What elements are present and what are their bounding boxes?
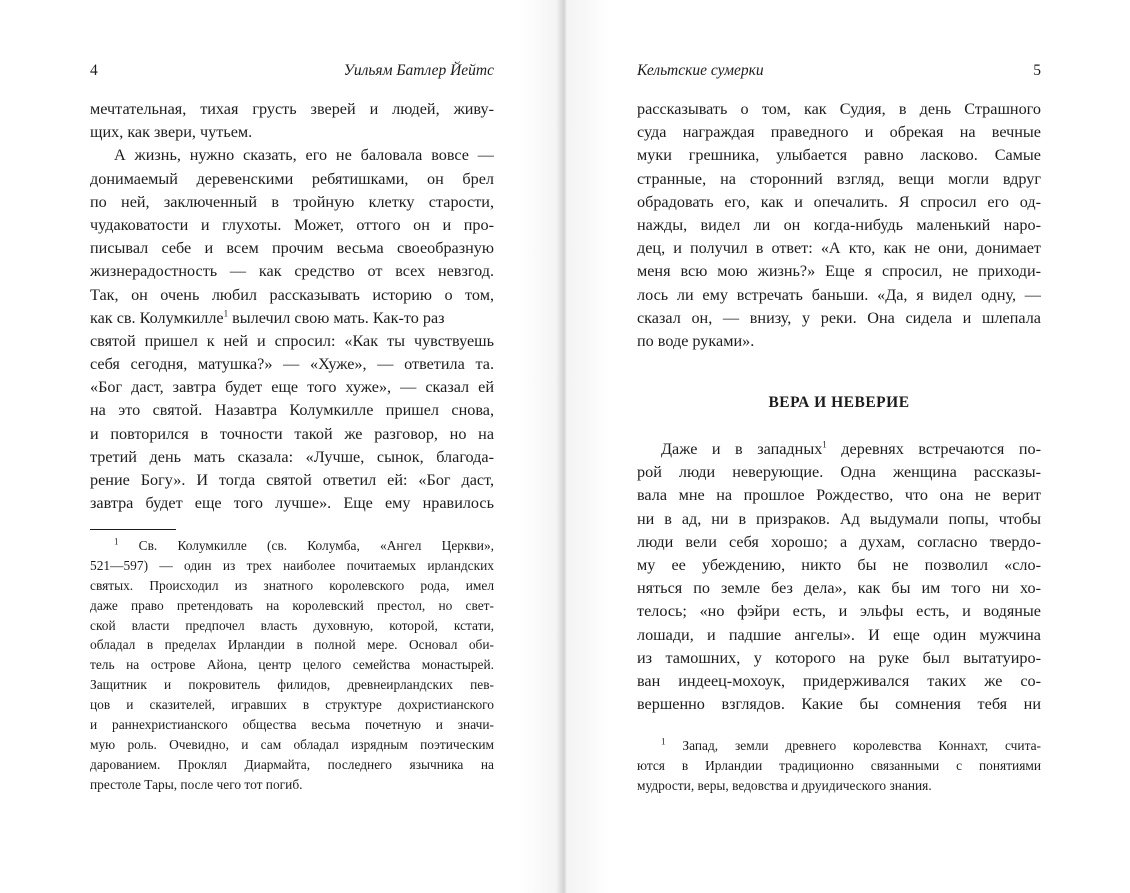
footnote-line: престоле Тары, после чего тот погиб.	[90, 776, 303, 792]
text-line: рение Богу». И тогда святой ответил ей: «Бог даст,	[90, 471, 494, 489]
footnote-text: Св. Колумкилле (св. Колумба, «Ангел Церкви»,	[138, 538, 494, 553]
footnote-line: ской власти предпочел власть духовную, которой, кстати,	[90, 617, 494, 633]
text-line: святой пришел к ней и спросил: «Как ты чувствуешь	[90, 331, 494, 350]
text-line: на это святой. Назавтра Колумкилле пришел снова,	[90, 401, 494, 420]
text-line: дец, и получил в ответ: «А кто, как не они, донимает	[637, 239, 1041, 258]
footnote-text: Запад, земли древнего королевства Коннахт, счита-	[682, 738, 1041, 753]
text-line: третий день мать сказала: «Лучше, сынок, благода-	[90, 447, 494, 466]
right-running-header: Кельтские сумерки	[637, 62, 764, 79]
left-body-text	[90, 98, 494, 515]
text-line: жизнерадостность — как средство от всех невзгод.	[90, 262, 494, 281]
text-line: лошади, и падшие ангелы». И еще один мужчина	[637, 625, 1041, 644]
text-line: «Бог даст, завтра будет еще того хуже», — сказал ей	[90, 378, 494, 397]
text-line: меня всю мою жизнь?» Еще я спросил, не приходи-	[637, 262, 1041, 281]
text-line: нажды, видел ли он когда-нибудь маленький наро-	[637, 215, 1041, 234]
footnote-line: ются в Ирландии традиционно связанными с понятиями	[637, 757, 1041, 773]
footnote-line: мую роль. Очевидно, и сам обладал изрядным поэтическим	[90, 736, 494, 752]
text-line: по воде руками».	[637, 331, 755, 350]
text-line: обрадовать его, как и опечалить. Я спросил его од-	[637, 192, 1041, 211]
text-line: завтра будет еще того лучше». Еще ему нравилось	[90, 494, 494, 513]
text-line: люди вели себя хорошо; а духам, согласно твердо-	[637, 532, 1041, 551]
text-line-with-footnote	[637, 438, 1041, 461]
section-body-text	[637, 438, 1041, 716]
text-line: ван индеец-мохоук, придерживался таких же со-	[637, 671, 1041, 690]
left-running-header: Уильям Батлер Йейтс	[343, 62, 494, 79]
footnote-line: Защитник и покровитель филидов, древнеирландских пев-	[90, 677, 494, 693]
text-line: донимаемый деревенскими ребятишками, он брел	[90, 169, 494, 188]
footnote-line	[90, 536, 494, 556]
text-line: мечтательная, тихая грусть зверей и людей, живу-	[90, 100, 494, 118]
footnote-line: святых. Происходил из знатного королевского рода, имел	[90, 577, 494, 593]
text-line: щих, как звери, чутьем.	[90, 123, 253, 142]
text-line: телось; «но фэйри есть, и эльфы есть, и водяные	[637, 602, 1041, 621]
footnote-ref: 1	[822, 439, 827, 450]
footnote-line: цов и сказителей, игравших в структуре дохристианского	[90, 697, 494, 713]
footnote-line: дарованием. Проклял Диармайта, последнего язычника на	[90, 756, 494, 772]
text-line: и повторился в точности такой же разговор, но на	[90, 424, 494, 443]
right-page-number: 5	[1033, 62, 1041, 79]
footnote-line: мудрости, веры, ведовства и друидического знания.	[637, 777, 932, 793]
text-line: лось ли ему встречать баньши. «Да, я видел одну, —	[637, 285, 1041, 304]
text-line: себя сегодня, матушка?» — «Хуже», — ответила та.	[90, 355, 494, 374]
footnote-rule	[90, 529, 176, 530]
left-footnote	[90, 536, 494, 795]
right-page	[565, 0, 1130, 893]
text-line: вершенно взглядов. Какие бы сомнения тебя ни	[637, 695, 1041, 714]
right-footnote	[637, 736, 1041, 796]
text-line: суда награждая праведного и обрекая на вечные	[637, 123, 1041, 142]
footnote-line: даже право претендовать на королевский престол, но свет-	[90, 597, 494, 613]
footnote-line: 521—597) — один из трех наиболее почитаемых ирландских	[90, 557, 494, 573]
footnote-line: обладал в пределах Ирландии в полной мере. Основал оби-	[90, 637, 494, 653]
text-line: вала мне на прошлое Рождество, что она не верит	[637, 486, 1041, 505]
text-line: рассказывать о том, как Судия, в день Страшного	[637, 100, 1041, 118]
text-line-with-footnote	[90, 307, 494, 330]
text-line: рой люди неверующие. Одна женщина рассказы-	[637, 463, 1041, 482]
text-line: А жизнь, нужно сказать, его не баловала вовсе —	[114, 146, 494, 165]
text-line: из тамошних, у которого на руке был вытатуиро-	[637, 648, 1041, 667]
footnote-line: и раннехристианского общества весьма почетную и значи-	[90, 717, 494, 733]
footnote-line	[637, 736, 1041, 756]
text-line: по ней, заключенный в тройную клетку старости,	[90, 192, 494, 211]
text-line: сказал он, — внизу, у реки. Она сидела и шлепала	[637, 308, 1041, 327]
text-fragment: как св. Колумкилле	[90, 308, 224, 327]
footnote-marker: 1	[114, 536, 119, 547]
right-body-text	[637, 98, 1041, 353]
text-line: писывал себе и всем прочим весьма своеобразную	[90, 239, 494, 258]
text-line: Так, он очень любил рассказывать историю о том,	[90, 285, 494, 304]
section-title: ВЕРА И НЕВЕРИЕ	[768, 394, 910, 411]
text-fragment: деревнях встречаются по-	[826, 440, 1041, 458]
text-line: странные, на сторонний взгляд, вещи могли вдруг	[637, 169, 1041, 188]
text-line: няться по земле без дела», как бы им того ни хо-	[637, 579, 1041, 598]
footnote-marker: 1	[661, 736, 666, 747]
text-line: му ее убеждению, никто бы не позволил «сло-	[637, 555, 1041, 574]
left-page-number: 4	[90, 62, 98, 79]
text-fragment: Даже и в западных	[661, 440, 823, 458]
text-fragment: вылечил свою мать. Как-то раз	[228, 308, 445, 327]
footnote-ref: 1	[223, 308, 229, 319]
footnote-line: тель на острове Айона, центр целого семейства монастырей.	[90, 657, 494, 673]
text-line: чудаковатости и глухоты. Может, оттого он и про-	[90, 215, 494, 234]
text-line: муки грешника, улыбается равно ласково. Самые	[637, 146, 1041, 165]
text-line: ни в ад, ни в призраков. Ад выдумали попы, чтобы	[637, 509, 1041, 528]
